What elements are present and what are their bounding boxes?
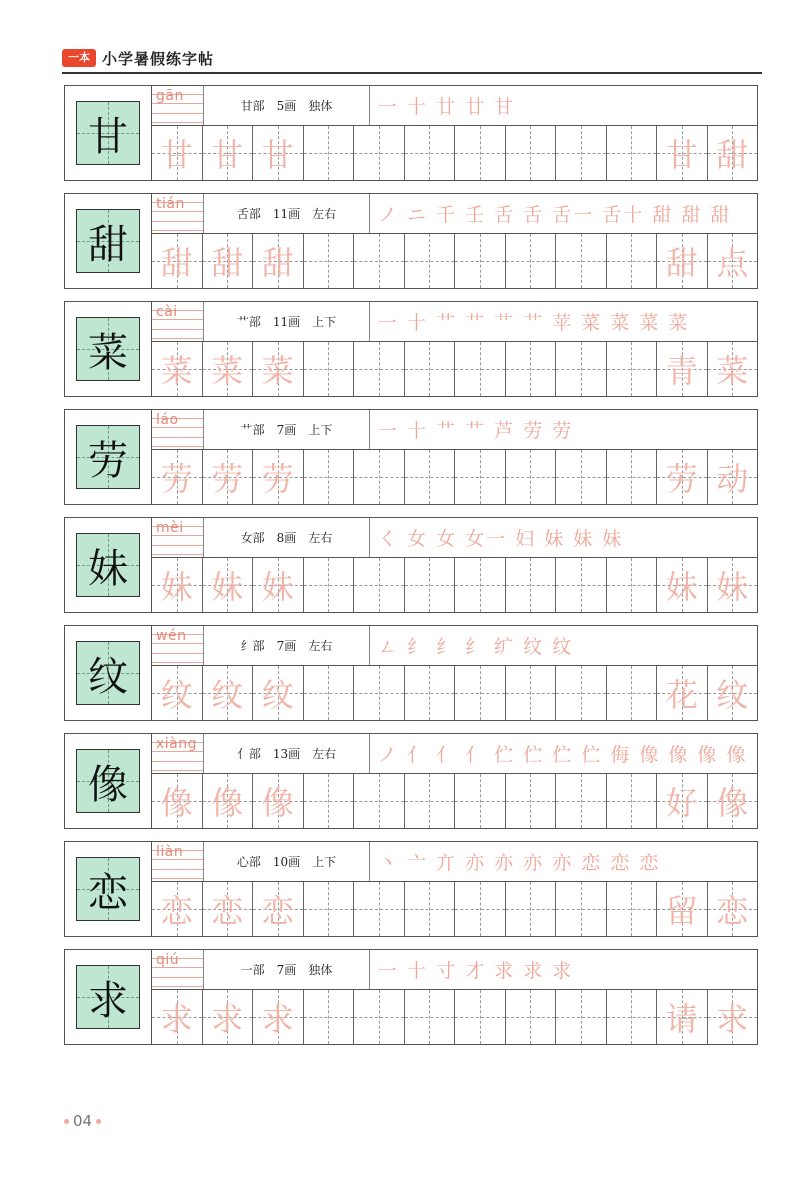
info-strip bbox=[152, 86, 757, 126]
stroke-order: ㄥ 纟 纟 纟 纩 纹 纹 bbox=[378, 636, 574, 658]
writing-cell[interactable] bbox=[405, 774, 456, 828]
tian-grid-box bbox=[76, 533, 140, 597]
writing-cell[interactable] bbox=[405, 450, 456, 504]
stroke-order: 丶 亠 亣 亦 亦 亦 亦 恋 恋 恋 bbox=[378, 852, 661, 874]
writing-grid bbox=[152, 774, 757, 828]
pinyin-guide-line bbox=[152, 221, 203, 222]
pinyin-box bbox=[152, 734, 204, 773]
meta-structure: 独体 bbox=[308, 963, 333, 977]
pinyin: láo bbox=[156, 412, 179, 428]
info-strip bbox=[152, 518, 757, 558]
writing-grid bbox=[152, 450, 757, 504]
writing-cell[interactable] bbox=[607, 234, 658, 288]
trace-char: 纹 bbox=[160, 676, 193, 714]
trace-char: 求 bbox=[160, 1000, 193, 1038]
trace-char: 菜 bbox=[211, 352, 244, 390]
pinyin: gān bbox=[156, 88, 184, 104]
writing-cell[interactable] bbox=[556, 450, 607, 504]
char-meta bbox=[204, 842, 370, 881]
writing-cell[interactable] bbox=[152, 882, 203, 936]
trace-char: 劳 bbox=[160, 460, 193, 498]
writing-grid bbox=[152, 882, 757, 936]
word-char: 菜 bbox=[716, 352, 749, 390]
trace-char: 甘 bbox=[211, 136, 244, 174]
writing-cell[interactable] bbox=[455, 126, 506, 180]
pinyin: tián bbox=[156, 196, 185, 212]
writing-cell[interactable] bbox=[607, 558, 658, 612]
pinyin-guide-line bbox=[152, 338, 203, 339]
writing-cell[interactable] bbox=[354, 342, 405, 396]
writing-cell[interactable] bbox=[253, 450, 304, 504]
writing-cell[interactable] bbox=[203, 666, 254, 720]
writing-cell[interactable] bbox=[354, 666, 405, 720]
practice-row bbox=[64, 85, 758, 181]
pinyin-box bbox=[152, 302, 204, 341]
writing-grid bbox=[152, 126, 757, 180]
page-number bbox=[64, 1112, 101, 1130]
trace-char: 恋 bbox=[160, 892, 193, 930]
writing-cell[interactable] bbox=[152, 126, 203, 180]
meta-strokes: 7画 bbox=[276, 639, 297, 653]
meta-structure: 独体 bbox=[308, 99, 333, 113]
char-meta bbox=[204, 734, 370, 773]
dot-icon bbox=[64, 1119, 69, 1124]
writing-cell[interactable] bbox=[607, 666, 658, 720]
meta-structure: 左右 bbox=[312, 747, 337, 761]
writing-cell[interactable] bbox=[304, 558, 355, 612]
word-char: 请 bbox=[665, 1000, 698, 1038]
writing-cell[interactable] bbox=[152, 558, 203, 612]
writing-cell[interactable] bbox=[506, 666, 557, 720]
writing-grid bbox=[152, 990, 757, 1044]
writing-cell[interactable] bbox=[405, 126, 456, 180]
writing-cell[interactable] bbox=[253, 342, 304, 396]
tian-grid-box bbox=[76, 641, 140, 705]
writing-cell[interactable] bbox=[253, 990, 304, 1044]
writing-cell[interactable] bbox=[506, 234, 557, 288]
writing-cell[interactable] bbox=[556, 126, 607, 180]
word-char: 像 bbox=[716, 784, 749, 822]
writing-cell[interactable] bbox=[657, 774, 708, 828]
pinyin-guide-line bbox=[152, 986, 203, 987]
meta-radical: 舌部 bbox=[236, 207, 261, 221]
trace-char: 纹 bbox=[211, 676, 244, 714]
pinyin-box bbox=[152, 86, 204, 125]
writing-cell[interactable] bbox=[607, 450, 658, 504]
model-char: 甜 bbox=[88, 221, 128, 268]
info-strip bbox=[152, 194, 757, 234]
pinyin-guide-line bbox=[152, 329, 203, 330]
pinyin-guide-line bbox=[152, 437, 203, 438]
meta-radical: 女部 bbox=[240, 531, 265, 545]
model-char-cell bbox=[65, 734, 152, 828]
writing-cell[interactable] bbox=[607, 990, 658, 1044]
meta-structure: 左右 bbox=[312, 207, 337, 221]
writing-cell[interactable] bbox=[455, 882, 506, 936]
pinyin-guide-line bbox=[152, 770, 203, 771]
word-char: 点 bbox=[716, 244, 749, 282]
info-strip bbox=[152, 302, 757, 342]
writing-cell[interactable] bbox=[203, 234, 254, 288]
writing-cell[interactable] bbox=[607, 342, 658, 396]
model-char: 恋 bbox=[88, 869, 128, 916]
char-meta bbox=[204, 950, 370, 989]
writing-cell[interactable] bbox=[506, 450, 557, 504]
writing-cell[interactable] bbox=[708, 126, 758, 180]
model-char-cell bbox=[65, 518, 152, 612]
practice-row bbox=[64, 517, 758, 613]
writing-cell[interactable] bbox=[354, 882, 405, 936]
meta-radical: 亻部 bbox=[236, 747, 261, 761]
pinyin-box bbox=[152, 626, 204, 665]
trace-char: 劳 bbox=[261, 460, 294, 498]
pinyin: mèi bbox=[156, 520, 184, 536]
practice-sheet bbox=[64, 85, 758, 1057]
writing-grid bbox=[152, 342, 757, 396]
model-char-cell bbox=[65, 86, 152, 180]
writing-cell[interactable] bbox=[708, 558, 758, 612]
writing-cell[interactable] bbox=[708, 450, 758, 504]
writing-cell[interactable] bbox=[455, 234, 506, 288]
writing-cell[interactable] bbox=[253, 558, 304, 612]
model-char-cell bbox=[65, 194, 152, 288]
tian-grid-box bbox=[76, 425, 140, 489]
char-meta bbox=[204, 302, 370, 341]
pinyin-box bbox=[152, 194, 204, 233]
pinyin-guide-line bbox=[152, 653, 203, 654]
tian-grid-box bbox=[76, 857, 140, 921]
pinyin-guide-line bbox=[152, 977, 203, 978]
writing-cell[interactable] bbox=[506, 558, 557, 612]
writing-cell[interactable] bbox=[556, 774, 607, 828]
model-char: 妹 bbox=[88, 545, 128, 592]
model-char: 甘 bbox=[88, 113, 128, 160]
trace-char: 甜 bbox=[211, 244, 244, 282]
pinyin-guide-line bbox=[152, 113, 203, 114]
writing-cell[interactable] bbox=[708, 774, 758, 828]
pinyin: cài bbox=[156, 304, 178, 320]
header-rule bbox=[62, 72, 762, 74]
writing-cell[interactable] bbox=[405, 666, 456, 720]
page-number-text: 04 bbox=[73, 1112, 93, 1130]
writing-cell[interactable] bbox=[405, 990, 456, 1044]
book-title: 小学暑假练字帖 bbox=[102, 49, 215, 68]
model-char-cell bbox=[65, 302, 152, 396]
pinyin-guide-line bbox=[152, 878, 203, 879]
pinyin-guide-line bbox=[152, 545, 203, 546]
writing-cell[interactable] bbox=[354, 450, 405, 504]
pinyin-guide-line bbox=[152, 446, 203, 447]
pinyin-guide-line bbox=[152, 122, 203, 123]
model-char: 纹 bbox=[88, 653, 128, 700]
meta-structure: 上下 bbox=[308, 423, 333, 437]
writing-cell[interactable] bbox=[354, 234, 405, 288]
meta-strokes: 5画 bbox=[276, 99, 297, 113]
meta-strokes: 11画 bbox=[272, 315, 301, 329]
pinyin-guide-line bbox=[152, 662, 203, 663]
trace-char: 劳 bbox=[211, 460, 244, 498]
trace-char: 恋 bbox=[261, 892, 294, 930]
writing-cell[interactable] bbox=[152, 234, 203, 288]
writing-cell[interactable] bbox=[455, 990, 506, 1044]
trace-char: 求 bbox=[211, 1000, 244, 1038]
word-char: 求 bbox=[716, 1000, 749, 1038]
word-char: 好 bbox=[665, 784, 698, 822]
trace-char: 像 bbox=[211, 784, 244, 822]
model-char: 劳 bbox=[88, 437, 128, 484]
writing-cell[interactable] bbox=[304, 774, 355, 828]
trace-char: 恋 bbox=[211, 892, 244, 930]
meta-structure: 上下 bbox=[312, 315, 337, 329]
trace-char: 妹 bbox=[211, 568, 244, 606]
writing-cell[interactable] bbox=[354, 126, 405, 180]
brand-badge: 一本 bbox=[62, 49, 96, 67]
pinyin-box bbox=[152, 518, 204, 557]
writing-cell[interactable] bbox=[152, 990, 203, 1044]
writing-cell[interactable] bbox=[708, 234, 758, 288]
stroke-order: 一 十 廿 廿 甘 bbox=[378, 96, 516, 118]
page-header bbox=[62, 46, 214, 70]
writing-cell[interactable] bbox=[152, 342, 203, 396]
writing-cell[interactable] bbox=[455, 450, 506, 504]
practice-row bbox=[64, 193, 758, 289]
writing-grid bbox=[152, 666, 757, 720]
writing-cell[interactable] bbox=[657, 882, 708, 936]
writing-cell[interactable] bbox=[253, 882, 304, 936]
writing-cell[interactable] bbox=[506, 882, 557, 936]
meta-strokes: 7画 bbox=[276, 963, 297, 977]
writing-cell[interactable] bbox=[354, 774, 405, 828]
practice-row bbox=[64, 949, 758, 1045]
info-strip bbox=[152, 950, 757, 990]
writing-cell[interactable] bbox=[607, 882, 658, 936]
writing-cell[interactable] bbox=[304, 990, 355, 1044]
tian-grid-box bbox=[76, 101, 140, 165]
pinyin-guide-line bbox=[152, 230, 203, 231]
pinyin-box bbox=[152, 950, 204, 989]
writing-cell[interactable] bbox=[506, 342, 557, 396]
writing-cell[interactable] bbox=[708, 990, 758, 1044]
model-char: 求 bbox=[88, 977, 128, 1024]
writing-cell[interactable] bbox=[203, 342, 254, 396]
practice-row bbox=[64, 625, 758, 721]
writing-cell[interactable] bbox=[304, 126, 355, 180]
word-char: 甜 bbox=[665, 244, 698, 282]
stroke-order: 一 十 艹 艹 芦 劳 劳 bbox=[378, 420, 574, 442]
writing-cell[interactable] bbox=[607, 774, 658, 828]
writing-cell[interactable] bbox=[405, 342, 456, 396]
writing-cell[interactable] bbox=[253, 234, 304, 288]
meta-radical: 纟部 bbox=[240, 639, 265, 653]
writing-cell[interactable] bbox=[708, 666, 758, 720]
writing-cell[interactable] bbox=[556, 666, 607, 720]
writing-cell[interactable] bbox=[152, 666, 203, 720]
word-char: 留 bbox=[665, 892, 698, 930]
char-meta bbox=[204, 194, 370, 233]
model-char-cell bbox=[65, 950, 152, 1044]
stroke-order: 一 十 寸 才 求 求 求 bbox=[378, 960, 574, 982]
char-meta bbox=[204, 86, 370, 125]
writing-cell[interactable] bbox=[405, 558, 456, 612]
trace-char: 菜 bbox=[160, 352, 193, 390]
writing-cell[interactable] bbox=[657, 558, 708, 612]
writing-cell[interactable] bbox=[455, 558, 506, 612]
tian-grid-box bbox=[76, 317, 140, 381]
writing-cell[interactable] bbox=[405, 882, 456, 936]
writing-cell[interactable] bbox=[556, 234, 607, 288]
meta-strokes: 10画 bbox=[272, 855, 301, 869]
trace-char: 甘 bbox=[160, 136, 193, 174]
word-char: 动 bbox=[716, 460, 749, 498]
writing-cell[interactable] bbox=[405, 234, 456, 288]
trace-char: 甜 bbox=[160, 244, 193, 282]
writing-cell[interactable] bbox=[556, 882, 607, 936]
writing-cell[interactable] bbox=[203, 882, 254, 936]
writing-cell[interactable] bbox=[304, 342, 355, 396]
model-char-cell bbox=[65, 626, 152, 720]
practice-row bbox=[64, 301, 758, 397]
info-strip bbox=[152, 626, 757, 666]
writing-grid bbox=[152, 558, 757, 612]
practice-row bbox=[64, 409, 758, 505]
writing-cell[interactable] bbox=[556, 342, 607, 396]
info-strip bbox=[152, 410, 757, 450]
stroke-order: ノ ニ 千 壬 舌 舌 舌一 舌十 甜 甜 甜 bbox=[378, 204, 732, 226]
writing-cell[interactable] bbox=[152, 450, 203, 504]
pinyin-guide-line bbox=[152, 761, 203, 762]
meta-structure: 上下 bbox=[312, 855, 337, 869]
writing-cell[interactable] bbox=[304, 234, 355, 288]
writing-cell[interactable] bbox=[304, 882, 355, 936]
trace-char: 妹 bbox=[160, 568, 193, 606]
writing-cell[interactable] bbox=[657, 990, 708, 1044]
pinyin: xiàng bbox=[156, 736, 198, 752]
info-strip bbox=[152, 734, 757, 774]
writing-cell[interactable] bbox=[304, 666, 355, 720]
info-strip bbox=[152, 842, 757, 882]
word-char: 青 bbox=[665, 352, 698, 390]
trace-char: 求 bbox=[261, 1000, 294, 1038]
word-char: 劳 bbox=[665, 460, 698, 498]
word-char: 恋 bbox=[716, 892, 749, 930]
writing-cell[interactable] bbox=[657, 126, 708, 180]
writing-cell[interactable] bbox=[556, 990, 607, 1044]
writing-cell[interactable] bbox=[657, 450, 708, 504]
writing-cell[interactable] bbox=[708, 342, 758, 396]
writing-cell[interactable] bbox=[506, 126, 557, 180]
meta-radical: 艹部 bbox=[240, 423, 265, 437]
trace-char: 像 bbox=[261, 784, 294, 822]
char-meta bbox=[204, 518, 370, 557]
meta-strokes: 11画 bbox=[272, 207, 301, 221]
writing-cell[interactable] bbox=[455, 342, 506, 396]
writing-cell[interactable] bbox=[455, 666, 506, 720]
trace-char: 甘 bbox=[261, 136, 294, 174]
word-char: 妹 bbox=[716, 568, 749, 606]
pinyin-guide-line bbox=[152, 554, 203, 555]
model-char-cell bbox=[65, 410, 152, 504]
meta-structure: 左右 bbox=[308, 531, 333, 545]
writing-cell[interactable] bbox=[203, 774, 254, 828]
word-char: 甘 bbox=[665, 136, 698, 174]
writing-cell[interactable] bbox=[607, 126, 658, 180]
writing-cell[interactable] bbox=[152, 774, 203, 828]
model-char-cell bbox=[65, 842, 152, 936]
writing-cell[interactable] bbox=[203, 450, 254, 504]
writing-cell[interactable] bbox=[657, 342, 708, 396]
pinyin-box bbox=[152, 842, 204, 881]
tian-grid-box bbox=[76, 749, 140, 813]
writing-cell[interactable] bbox=[354, 558, 405, 612]
char-meta bbox=[204, 410, 370, 449]
stroke-order: ノ 亻 亻 亻 伫 伫 伫 伫 侮 像 像 像 像 bbox=[378, 744, 748, 766]
writing-cell[interactable] bbox=[556, 558, 607, 612]
model-char: 菜 bbox=[88, 329, 128, 376]
meta-radical: 甘部 bbox=[240, 99, 265, 113]
writing-cell[interactable] bbox=[253, 126, 304, 180]
stroke-order: 一 十 艹 艹 艹 艹 苹 菜 菜 菜 菜 bbox=[378, 312, 690, 334]
char-meta bbox=[204, 626, 370, 665]
writing-cell[interactable] bbox=[354, 990, 405, 1044]
meta-strokes: 7画 bbox=[276, 423, 297, 437]
trace-char: 像 bbox=[160, 784, 193, 822]
practice-row bbox=[64, 733, 758, 829]
stroke-order: く 女 女 女一 妇 妹 妹 妹 bbox=[378, 528, 624, 550]
trace-char: 妹 bbox=[261, 568, 294, 606]
pinyin: liàn bbox=[156, 844, 184, 860]
meta-strokes: 8画 bbox=[276, 531, 297, 545]
writing-cell[interactable] bbox=[657, 666, 708, 720]
pinyin-guide-line bbox=[152, 869, 203, 870]
meta-strokes: 13画 bbox=[272, 747, 301, 761]
trace-char: 菜 bbox=[261, 352, 294, 390]
meta-structure: 左右 bbox=[308, 639, 333, 653]
pinyin: wén bbox=[156, 628, 187, 644]
meta-radical: 艹部 bbox=[236, 315, 261, 329]
tian-grid-box bbox=[76, 209, 140, 273]
meta-radical: 心部 bbox=[236, 855, 261, 869]
tian-grid-box bbox=[76, 965, 140, 1029]
word-char: 妹 bbox=[665, 568, 698, 606]
dot-icon bbox=[96, 1119, 101, 1124]
writing-grid bbox=[152, 234, 757, 288]
trace-char: 纹 bbox=[261, 676, 294, 714]
writing-cell[interactable] bbox=[506, 990, 557, 1044]
word-char: 花 bbox=[665, 676, 698, 714]
writing-cell[interactable] bbox=[657, 234, 708, 288]
word-char: 甜 bbox=[716, 136, 749, 174]
writing-cell[interactable] bbox=[203, 126, 254, 180]
word-char: 纹 bbox=[716, 676, 749, 714]
model-char: 像 bbox=[88, 761, 128, 808]
meta-radical: 一部 bbox=[240, 963, 265, 977]
pinyin: qiú bbox=[156, 952, 180, 968]
writing-cell[interactable] bbox=[203, 990, 254, 1044]
writing-cell[interactable] bbox=[506, 774, 557, 828]
writing-cell[interactable] bbox=[203, 558, 254, 612]
writing-cell[interactable] bbox=[708, 882, 758, 936]
writing-cell[interactable] bbox=[253, 774, 304, 828]
writing-cell[interactable] bbox=[455, 774, 506, 828]
writing-cell[interactable] bbox=[253, 666, 304, 720]
pinyin-box bbox=[152, 410, 204, 449]
practice-row bbox=[64, 841, 758, 937]
writing-cell[interactable] bbox=[304, 450, 355, 504]
trace-char: 甜 bbox=[261, 244, 294, 282]
